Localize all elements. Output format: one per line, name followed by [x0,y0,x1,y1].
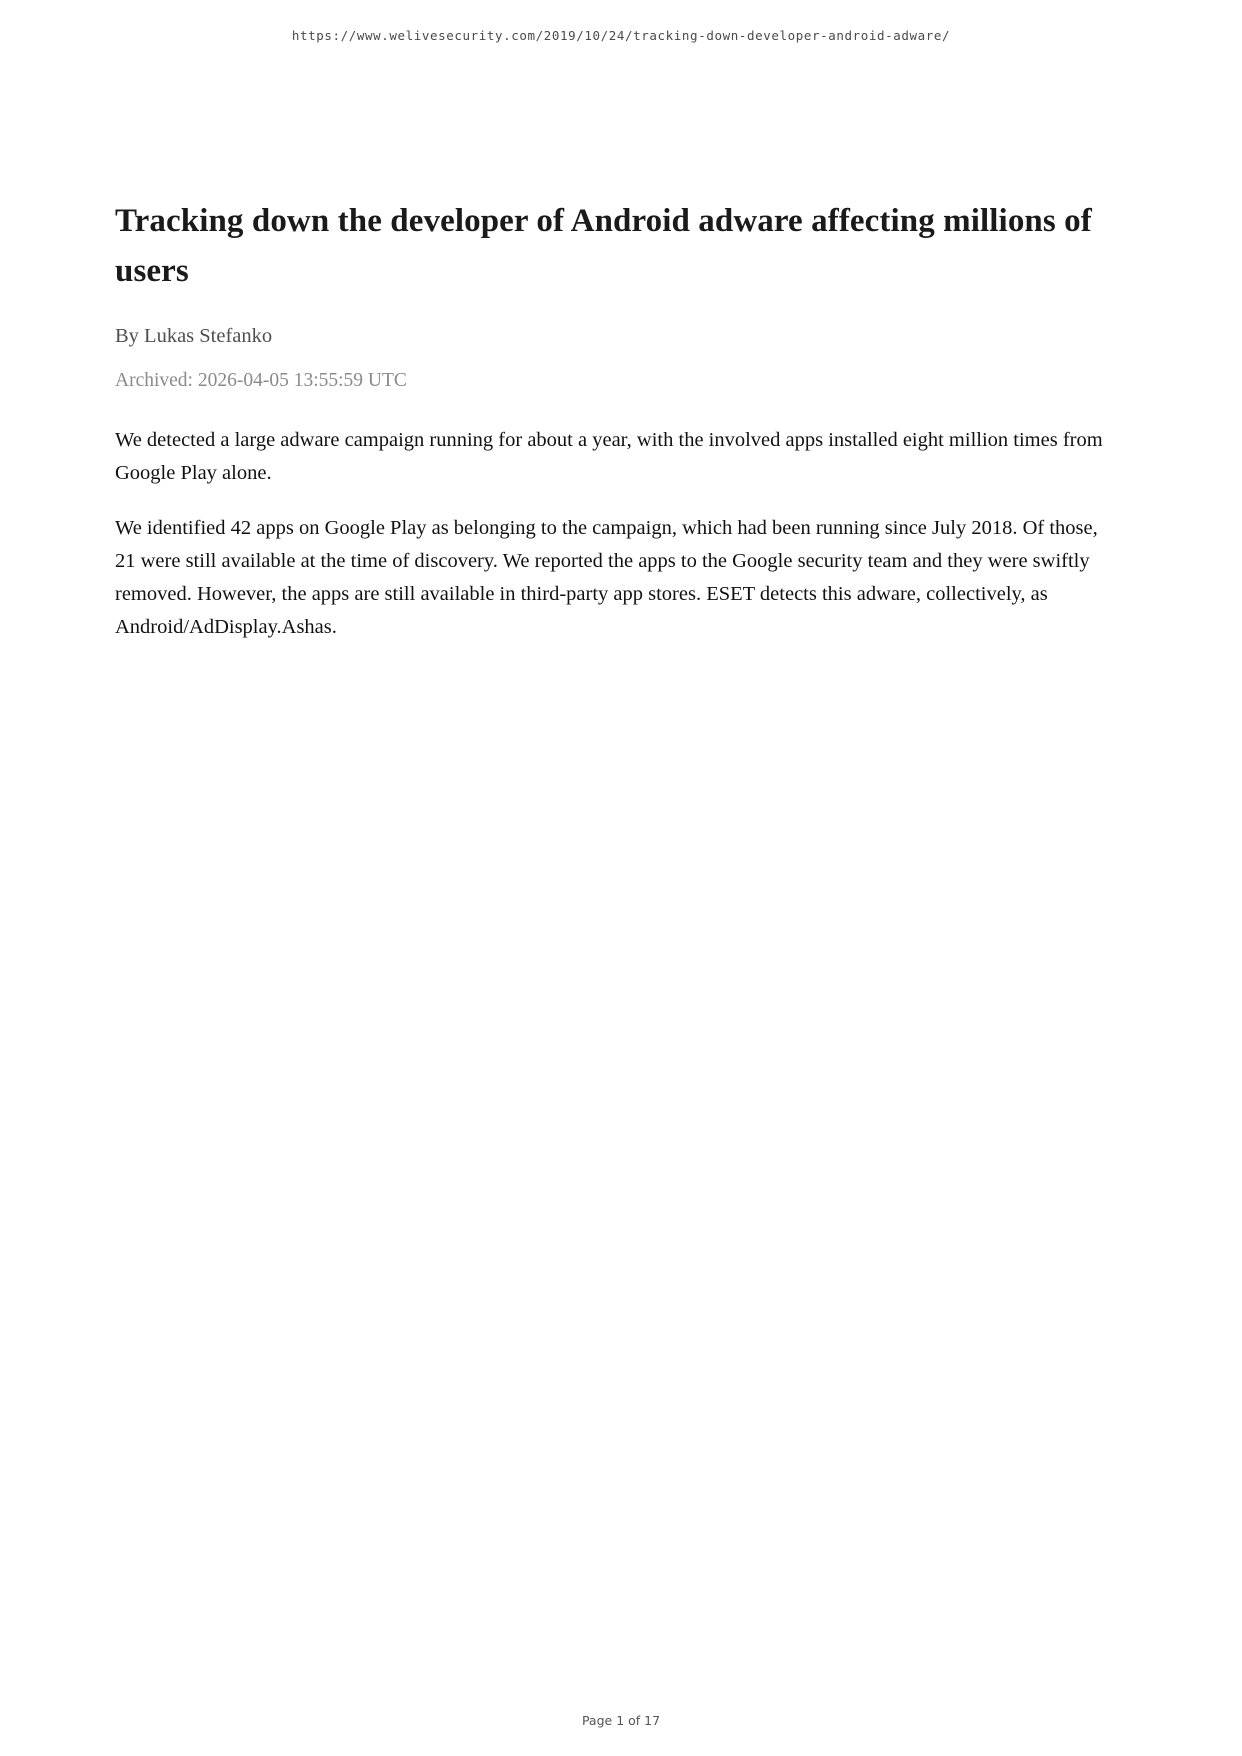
archived-timestamp: Archived: 2026-04-05 13:55:59 UTC [115,370,407,391]
article-byline: By Lukas Stefanko [115,325,273,347]
page-number-footer: Page 1 of 17 [581,1713,661,1728]
article-paragraph: We detected a large adware campaign running for about a year, with the involved apps installed eight million times from Google Play alone. [115,429,1103,484]
article-content [115,196,1115,666]
article-paragraph: We identified 42 apps on Google Play as belonging to the campaign, which had been running since July 2018. Of those, 21 were still available at the time of discovery. We reported the apps to the Google security team and they were swiftly removed. However, the apps are still available in third-party app stores. ESET detects this adware, collectively, as Android/AdDisplay.Ashas. [115,517,1098,638]
archived-source-url: https://www.welivesecurity.com/2019/10/24/tracking-down-developer-android-adware/ [291,28,951,43]
page-title: Tracking down the developer of Android adware affecting millions of users [115,203,1092,289]
